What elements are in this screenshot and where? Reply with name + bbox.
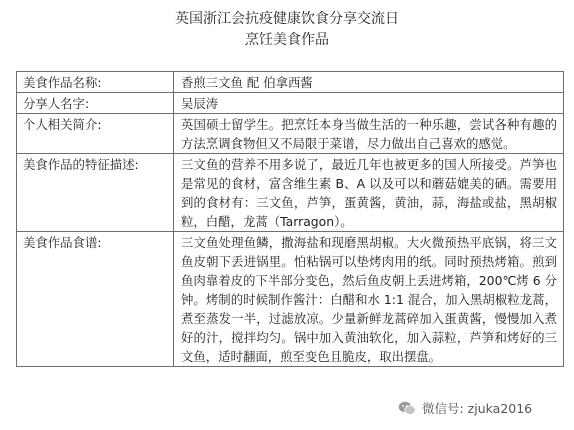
description-label: 美食作品的特征描述: (17, 154, 174, 232)
page-subtitle: 烹饪美食作品 (245, 32, 329, 48)
table-row-dish-name (17, 72, 564, 93)
table-row-recipe (17, 232, 564, 367)
dish-name-value: 香煎三文鱼 配 伯拿西酱 (174, 72, 564, 93)
wechat-watermark (398, 398, 568, 418)
recipe-value: 三文鱼处理鱼鳞，撒海盐和现磨黑胡椒。大火微预热平底锅，将三文鱼皮朝下丢进锅里。怕粘锅可以垫烤肉用的纸。同时预热烤箱。煎到鱼肉靠着皮的下半部分变色，然后鱼皮朝上丢进烤箱，200℃烤 6 分钟。烤制的时候制作酱汁：白醋和水 1:1 混合，加入黑胡椒粒龙蒿，煮至蒸发一半，过滤放凉。少量新鲜龙蒿碎加入蛋黄酱，慢慢加入煮好的汁，搅拌均匀。锅中加入黄油软化，加入蒜粒，芦笋和烤好的三文鱼，适时翻面，煎至变色且脆皮，取出摆盘。 (174, 232, 564, 367)
profile-value: 英国硕士留学生。把烹饪本身当做生活的一种乐趣，尝试各种有趣的方法烹调食物但又不局限于菜谱，尽力做出自己喜欢的感觉。 (174, 114, 564, 154)
sharer-value: 吴辰涛 (174, 93, 564, 114)
recipe-label: 美食作品食谱: (17, 232, 174, 367)
table-row-profile (17, 114, 564, 154)
profile-label: 个人相关简介: (17, 114, 174, 154)
page-title: 英国浙江会抗疫健康饮食分享交流日 (175, 11, 399, 27)
watermark-text: 微信号: zjuka2016 (422, 401, 533, 416)
table-row-sharer (17, 93, 564, 114)
wechat-icon (398, 401, 416, 416)
sharer-label: 分享人名字: (17, 93, 174, 114)
info-table (16, 71, 564, 367)
description-value: 三文鱼的营养不用多说了，最近几年也被更多的国人所接受。芦笋也是常见的食材，富含维生素 B、A 以及可以和蘑菇媲美的硒。需要用到的食材有：三文鱼，芦笋，蛋黄酱，黄油，蒜，海盐或盐，黑胡椒粒，白醋，龙蒿（Tarragon）。 (174, 154, 564, 232)
table-row-description (17, 154, 564, 232)
dish-name-label: 美食作品名称: (17, 72, 174, 93)
